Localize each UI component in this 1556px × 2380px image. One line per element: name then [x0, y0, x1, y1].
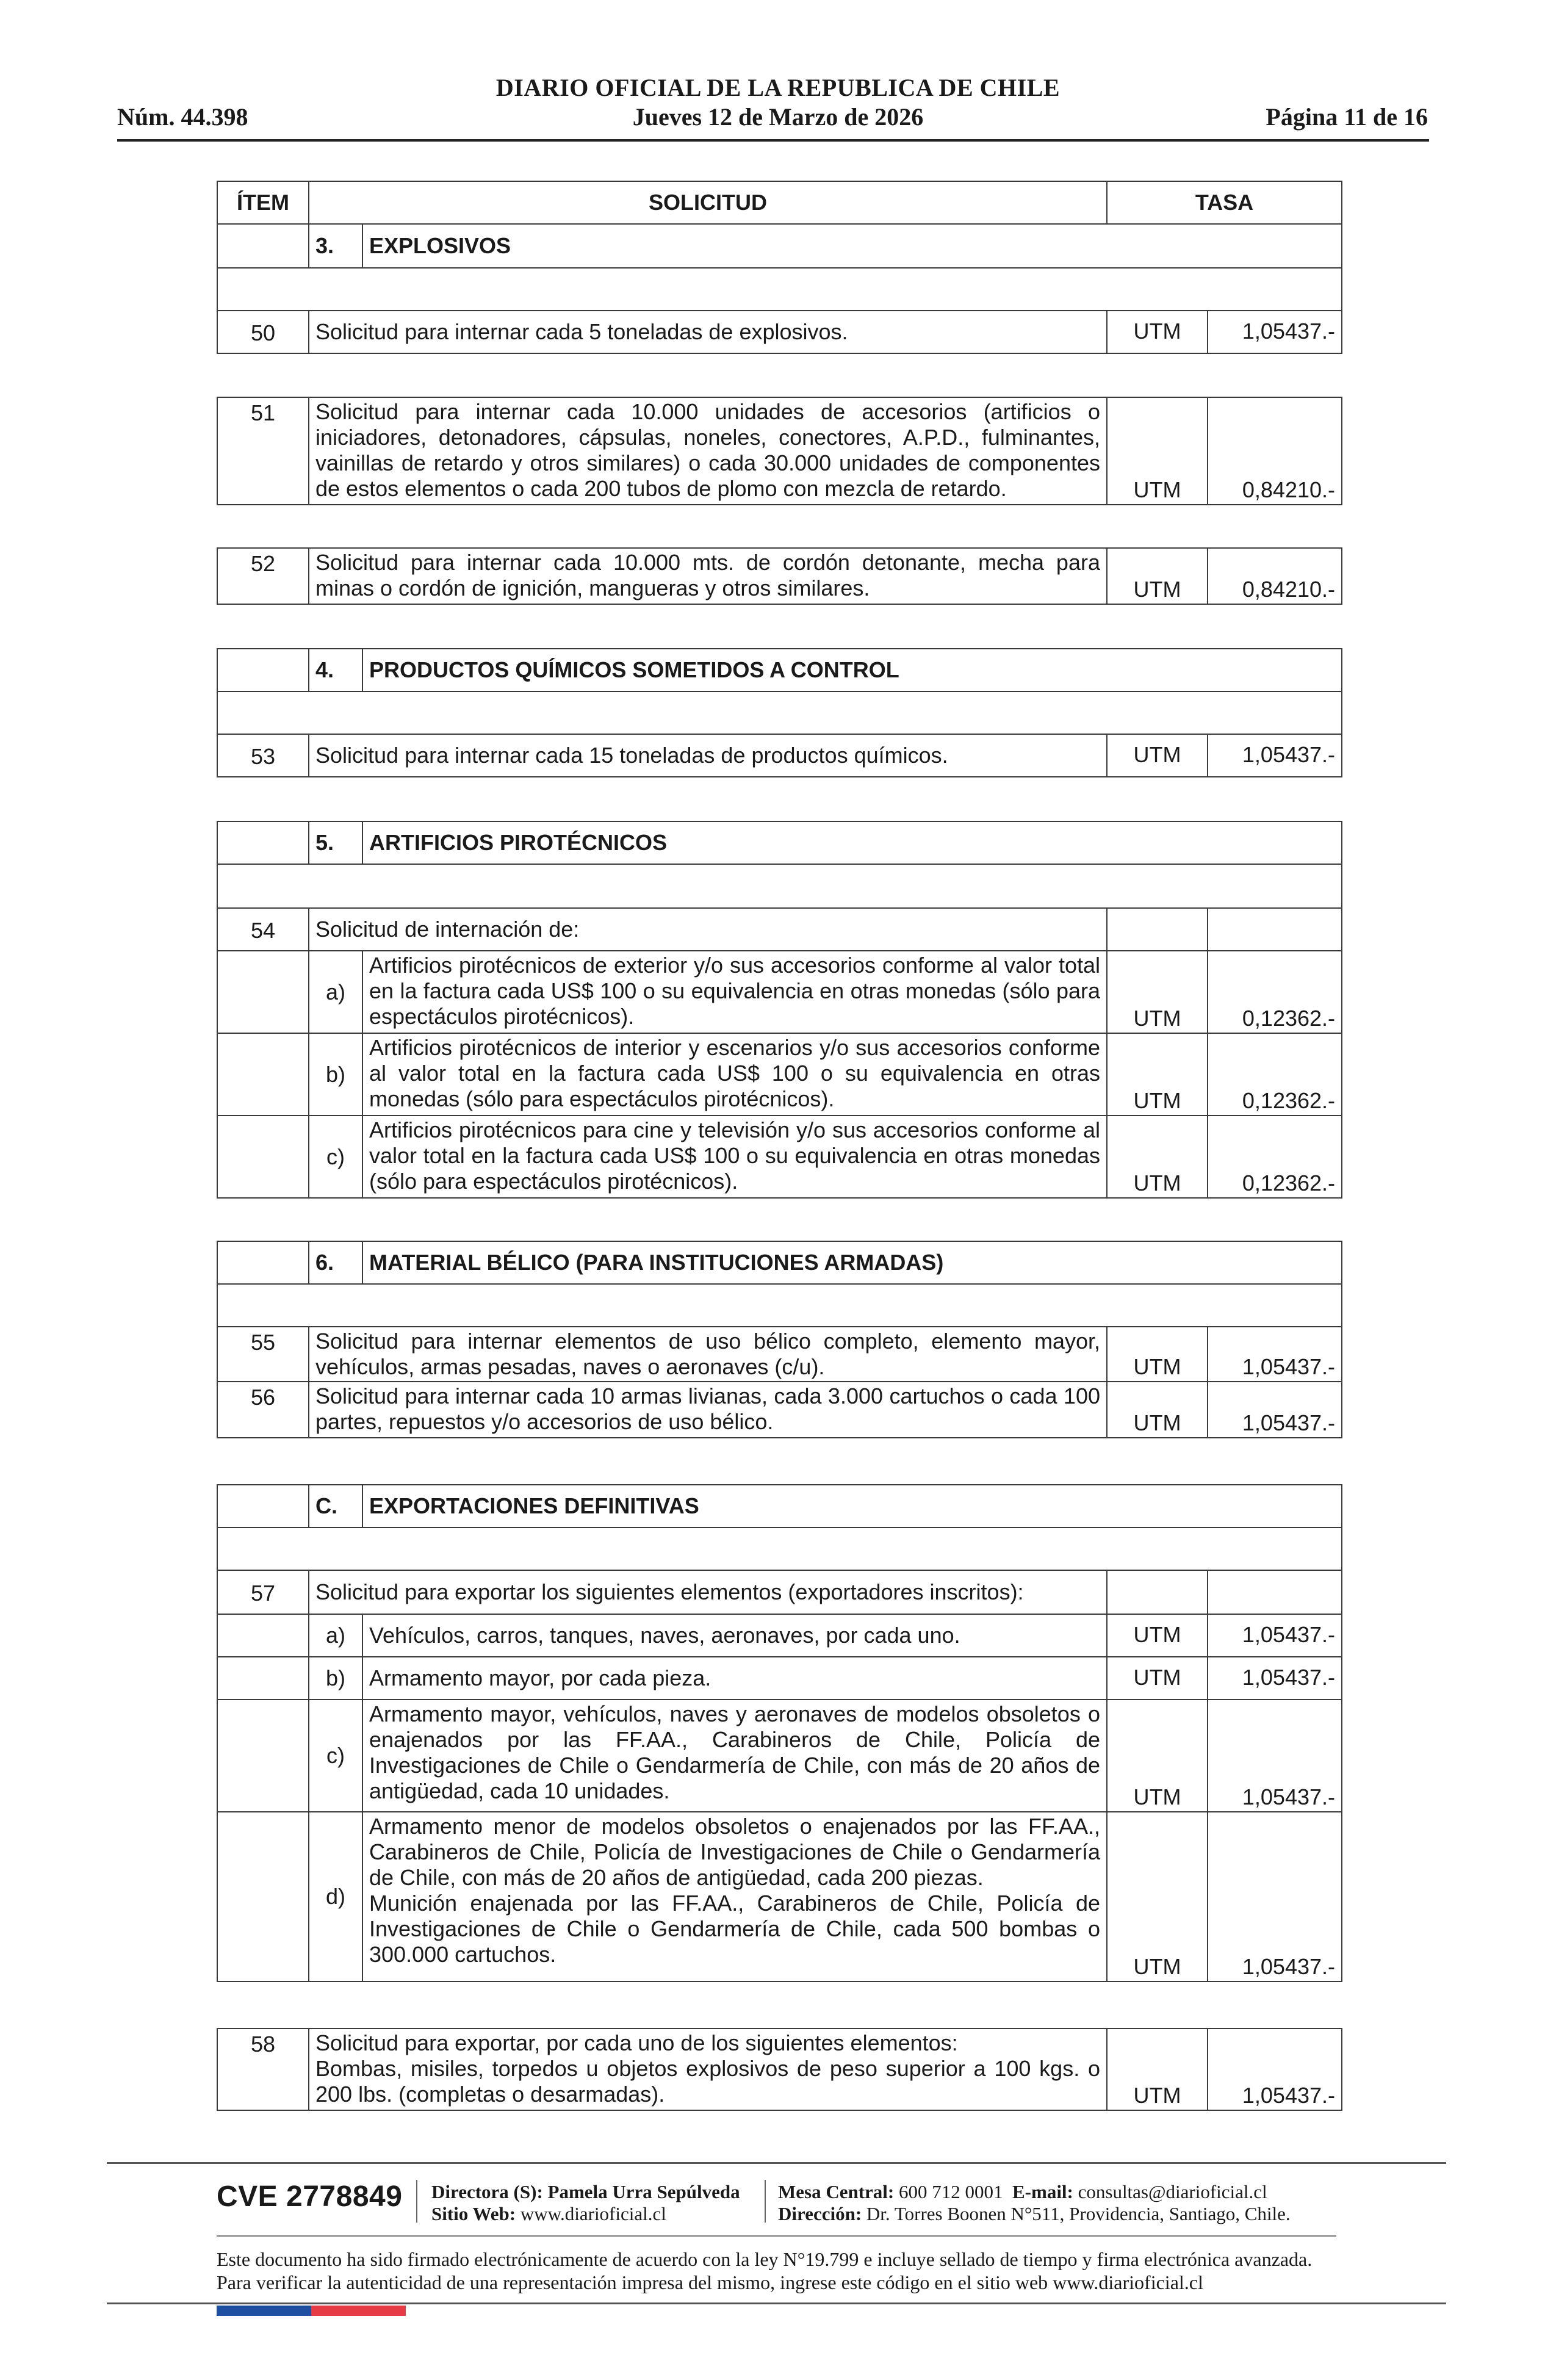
fee-table-item-51 — [217, 397, 1342, 505]
item-unit: UTM — [1107, 1033, 1208, 1116]
item-number: 53 — [217, 734, 309, 777]
director-name: Pamela Urra Sepúlveda — [547, 2181, 740, 2202]
table-row — [217, 1570, 1342, 1614]
sub-item-row — [217, 1700, 1342, 1812]
item-unit: UTM — [1107, 1116, 1208, 1198]
item-description: Solicitud para internar cada 10.000 mts. de cordón detonante, mecha para minas o cordón de ignición, mangueras y otros similares. — [309, 548, 1107, 604]
header-divider — [117, 139, 1429, 142]
sub-item-row — [217, 1116, 1342, 1198]
sub-item-row — [217, 1812, 1342, 1982]
item-value: 0,84210.- — [1208, 548, 1342, 604]
section-title: EXPORTACIONES DEFINITIVAS — [362, 1485, 1342, 1527]
sub-item-paragraph: Armamento menor de modelos obsoletos o enajenados por las FF.AA., Carabineros de Chile, Policía de Investigaciones de Chile o Gendarmería de Chile, con más de 20 años de antigüedad, cada 200 piezas. — [369, 1814, 1100, 1890]
fee-table-section-c — [217, 1484, 1342, 1982]
item-value: 1,05437.- — [1208, 2028, 1342, 2110]
spacer-row — [217, 691, 1342, 734]
item-unit: UTM — [1107, 1657, 1208, 1700]
fee-table-item-58 — [217, 2028, 1342, 2111]
item-value: 1,05437.- — [1208, 1812, 1342, 1982]
item-value: 1,05437.- — [1208, 1700, 1342, 1812]
section-row — [217, 224, 1342, 268]
fee-table-item-52 — [217, 547, 1342, 605]
sub-item-description: Armamento mayor, vehículos, naves y aeronaves de modelos obsoletos o enajenados por las FF.AA., Carabineros de Chile, Policía de Investigaciones de Chile o Gendarmería de Chile, con más de 20 años de antigüedad, cada 10 unidades. — [362, 1700, 1107, 1812]
item-value: 0,12362.- — [1208, 951, 1342, 1033]
sub-item-description: Armamento mayor, por cada pieza. — [362, 1657, 1107, 1700]
spacer-row — [217, 268, 1342, 311]
item-value: 1,05437.- — [1208, 1614, 1342, 1657]
item-number: 51 — [217, 397, 309, 505]
sub-item-description: Vehículos, carros, tanques, naves, aeronaves, por cada uno. — [362, 1614, 1107, 1657]
footer-separator — [765, 2180, 766, 2223]
item-unit: UTM — [1107, 1327, 1208, 1382]
address: Dr. Torres Boonen N°511, Providencia, Santiago, Chile. — [866, 2203, 1291, 2224]
item-number: 55 — [217, 1327, 309, 1382]
item-paragraph: Solicitud para exportar, por cada uno de los siguientes elementos: — [315, 2030, 958, 2055]
section-row — [217, 1485, 1342, 1527]
table-row — [217, 908, 1342, 951]
item-paragraph: Bombas, misiles, torpedos u objetos explosivos de peso superior a 100 kgs. o 200 lbs. (completas o desarmadas). — [315, 2056, 1100, 2107]
sub-item-description: Artificios pirotécnicos de interior y escenarios y/o sus accesorios conforme al valor total en la factura cada US$ 100 o su equivalencia en otras monedas (sólo para espectáculos pirotécnicos). — [362, 1033, 1107, 1116]
column-header-solicitud: SOLICITUD — [309, 181, 1107, 224]
item-value: 1,05437.- — [1208, 1657, 1342, 1700]
website-link[interactable]: www.diarioficial.cl — [520, 2203, 666, 2224]
fee-table-section-4 — [217, 648, 1342, 777]
table-row — [217, 2028, 1342, 2110]
sub-item-description: Artificios pirotécnicos para cine y televisión y/o sus accesorios conforme al valor total en la factura cada US$ 100 o su equivalencia en otras monedas (sólo para espectáculos pirotécnicos). — [362, 1116, 1107, 1198]
section-title: ARTIFICIOS PIROTÉCNICOS — [362, 821, 1342, 864]
section-number: C. — [309, 1485, 362, 1527]
section-number: 4. — [309, 649, 362, 691]
sub-item-label: c) — [309, 1700, 362, 1812]
flag-bar-red — [311, 2306, 406, 2316]
item-value: 0,12362.- — [1208, 1033, 1342, 1116]
item-number: 56 — [217, 1382, 309, 1438]
item-number: 54 — [217, 908, 309, 951]
item-number: 50 — [217, 311, 309, 353]
section-title: EXPLOSIVOS — [362, 224, 1342, 268]
sub-item-label: b) — [309, 1657, 362, 1700]
sub-item-description — [362, 1812, 1107, 1982]
publication-date: Jueves 12 de Marzo de 2026 — [632, 103, 924, 131]
item-description: Solicitud para internar elementos de uso bélico completo, elemento mayor, vehículos, armas pesadas, naves o aeronaves (c/u). — [309, 1327, 1107, 1382]
sub-item-label: a) — [309, 1614, 362, 1657]
footer-director-block: Directora (S): Pamela Urra Sepúlveda Sitio Web: www.diarioficial.cl — [431, 2181, 740, 2224]
cve-code: CVE 2778849 — [217, 2180, 403, 2213]
legal-notice: Este documento ha sido firmado electrónicamente de acuerdo con la ley N°19.799 e incluye sellado de tiempo y firma electrónica avanzada. Para verificar la autenticidad de una representación impresa del mismo, ingrese este código en el sitio web www.diarioficial.cl — [217, 2248, 1313, 2293]
table-row — [217, 734, 1342, 777]
fee-table-section-6 — [217, 1241, 1342, 1438]
item-unit: UTM — [1107, 2028, 1208, 2110]
fee-table-header-block — [217, 181, 1342, 354]
item-unit: UTM — [1107, 311, 1208, 353]
sub-item-label: d) — [309, 1812, 362, 1982]
item-unit: UTM — [1107, 951, 1208, 1033]
item-value: 1,05437.- — [1208, 311, 1342, 353]
column-header-item: ÍTEM — [217, 181, 309, 224]
page-number: Página 11 de 16 — [1266, 103, 1428, 131]
table-row — [217, 548, 1342, 604]
spacer-row — [217, 1527, 1342, 1570]
item-value: 0,12362.- — [1208, 1116, 1342, 1198]
item-value: 1,05437.- — [1208, 734, 1342, 777]
section-number: 3. — [309, 224, 362, 268]
footer-divider-2 — [217, 2235, 1336, 2237]
section-row — [217, 1241, 1342, 1284]
item-unit: UTM — [1107, 548, 1208, 604]
footer-separator — [416, 2180, 417, 2223]
table-header-row — [217, 181, 1342, 224]
item-number: 58 — [217, 2028, 309, 2110]
spacer-row — [217, 864, 1342, 908]
item-description: Solicitud para internar cada 10.000 unidades de accesorios (artificios o iniciadores, detonadores, cápsulas, noneles, conectores, A.P.D., fulminantes, vainillas de retardo y otros similares) o cada 30.000 unidades de componentes de estos elementos o cada 200 tubos de plomo con mezcla de retardo. — [309, 397, 1107, 505]
phone-number: 600 712 0001 — [899, 2181, 1003, 2202]
email-link[interactable]: consultas@diarioficial.cl — [1078, 2181, 1267, 2202]
section-title: PRODUCTOS QUÍMICOS SOMETIDOS A CONTROL — [362, 649, 1342, 691]
item-unit: UTM — [1107, 1382, 1208, 1438]
item-value: 1,05437.- — [1208, 1382, 1342, 1438]
sub-item-label: a) — [309, 951, 362, 1033]
item-number: 52 — [217, 548, 309, 604]
table-row — [217, 1382, 1342, 1438]
table-row — [217, 397, 1342, 505]
item-description: Solicitud para internar cada 5 toneladas de explosivos. — [309, 311, 1107, 353]
item-unit: UTM — [1107, 1700, 1208, 1812]
fee-table-section-5 — [217, 821, 1342, 1199]
bottom-divider — [107, 2302, 1446, 2304]
sub-item-row — [217, 951, 1342, 1033]
sub-item-label: b) — [309, 1033, 362, 1116]
sub-item-label: c) — [309, 1116, 362, 1198]
item-unit: UTM — [1107, 1614, 1208, 1657]
table-row — [217, 311, 1342, 353]
item-value: 1,05437.- — [1208, 1327, 1342, 1382]
sub-item-paragraph: Munición enajenada por las FF.AA., Carabineros de Chile, Policía de Investigaciones de Chile o Gendarmería de Chile, cada 500 bombas o 300.000 cartuchos. — [369, 1891, 1100, 1967]
item-unit: UTM — [1107, 397, 1208, 505]
footer-contact-block: Mesa Central: 600 712 0001 E-mail: consultas@diarioficial.cl Dirección: Dr. Torres Boonen N°511, Providencia, Santiago, Chile. — [778, 2181, 1291, 2224]
section-title: MATERIAL BÉLICO (PARA INSTITUCIONES ARMADAS) — [362, 1241, 1342, 1284]
item-value: 0,84210.- — [1208, 397, 1342, 505]
item-description: Solicitud para internar cada 10 armas livianas, cada 3.000 cartuchos o cada 100 partes, repuestos y/o accesorios de uso bélico. — [309, 1382, 1107, 1438]
item-unit: UTM — [1107, 734, 1208, 777]
item-number: 57 — [217, 1570, 309, 1614]
section-row — [217, 649, 1342, 691]
table-row — [217, 1327, 1342, 1382]
section-row — [217, 821, 1342, 864]
sub-item-row — [217, 1614, 1342, 1657]
flag-bar-blue — [217, 2306, 311, 2316]
item-description: Solicitud para exportar los siguientes elementos (exportadores inscritos): — [309, 1570, 1107, 1614]
item-description: Solicitud para internar cada 15 toneladas de productos químicos. — [309, 734, 1107, 777]
section-number: 6. — [309, 1241, 362, 1284]
footer-divider — [107, 2162, 1446, 2164]
sub-item-row — [217, 1033, 1342, 1116]
sub-item-row — [217, 1657, 1342, 1700]
publication-title: DIARIO OFICIAL DE LA REPUBLICA DE CHILE — [495, 74, 1061, 101]
spacer-row — [217, 1284, 1342, 1327]
item-description: Solicitud de internación de: — [309, 908, 1107, 951]
item-unit: UTM — [1107, 1812, 1208, 1982]
section-number: 5. — [309, 821, 362, 864]
column-header-tasa: TASA — [1107, 181, 1342, 224]
sub-item-description: Artificios pirotécnicos de exterior y/o sus accesorios conforme al valor total en la factura cada US$ 100 o su equivalencia en otras monedas (sólo para espectáculos pirotécnicos). — [362, 951, 1107, 1033]
issue-number: Núm. 44.398 — [117, 103, 248, 131]
item-description — [309, 2028, 1107, 2110]
